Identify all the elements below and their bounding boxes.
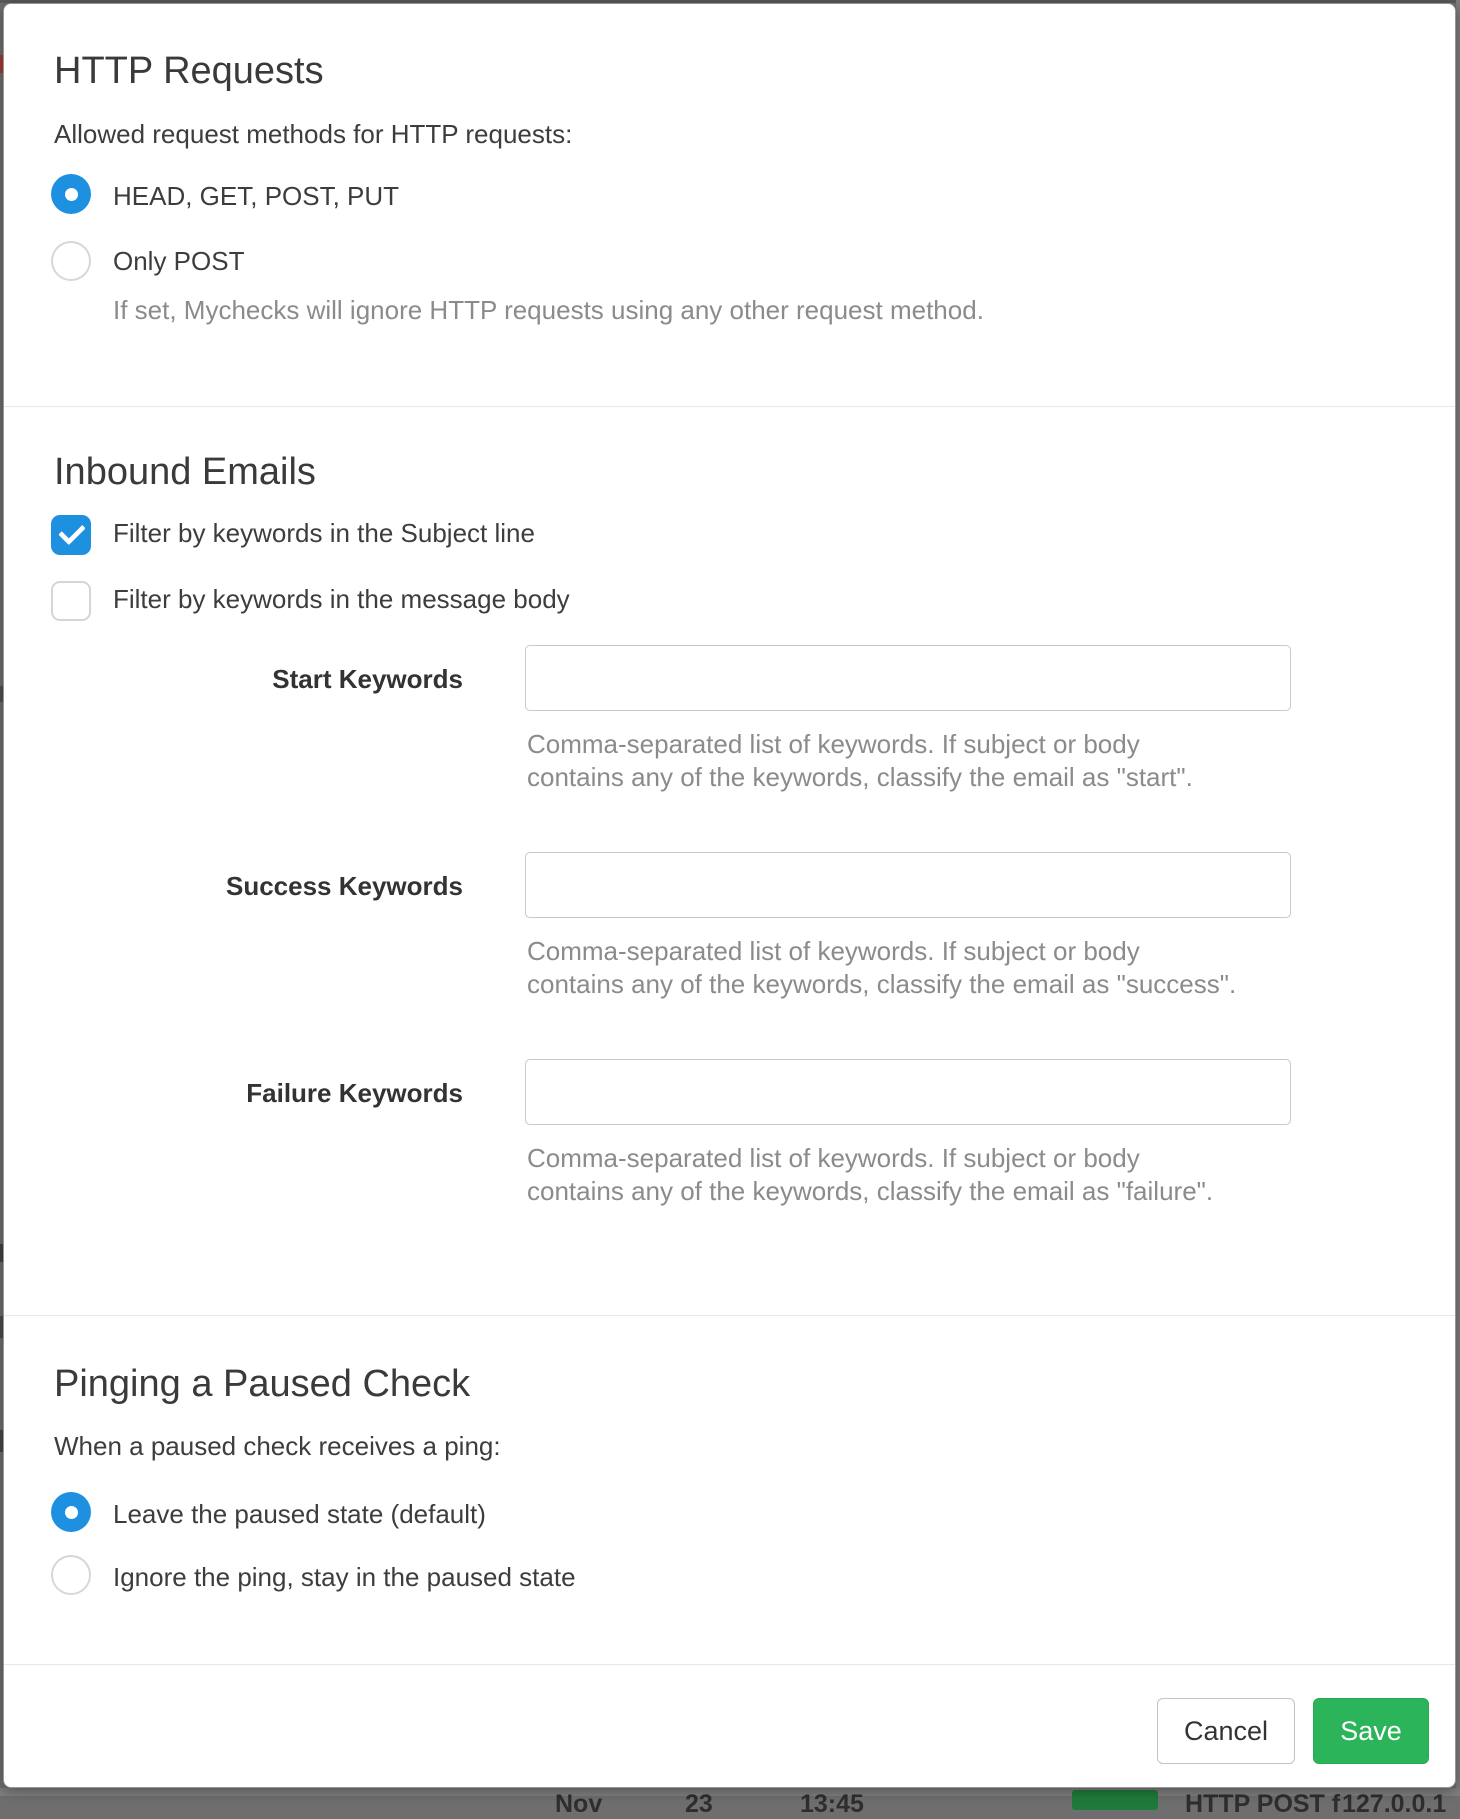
bg-row-text: 13:45 — [800, 1790, 864, 1818]
footer-divider — [4, 1664, 1455, 1665]
radio-leave-paused[interactable] — [51, 1492, 91, 1532]
failure-keywords-help-line1: Comma-separated list of keywords. If subject or body — [527, 1143, 1140, 1173]
section-divider — [4, 1315, 1455, 1316]
radio-methods-all[interactable] — [51, 174, 91, 214]
success-keywords-label: Success Keywords — [225, 871, 463, 901]
settings-dialog — [3, 3, 1456, 1788]
http-requests-intro: Allowed request methods for HTTP requests: — [54, 119, 573, 149]
cancel-button[interactable]: Cancel — [1157, 1698, 1295, 1764]
success-keywords-input[interactable] — [525, 852, 1291, 918]
start-keywords-label: Start Keywords — [272, 664, 463, 694]
pinging-paused-title: Pinging a Paused Check — [54, 1363, 471, 1405]
radio-methods-only-post-label[interactable]: Only POST — [113, 246, 245, 276]
pinging-paused-intro: When a paused check receives a ping: — [54, 1431, 501, 1461]
inbound-emails-title: Inbound Emails — [54, 451, 316, 493]
section-divider — [4, 406, 1455, 407]
failure-keywords-help-line2: contains any of the keywords, classify the email as "failure". — [527, 1176, 1214, 1206]
checkbox-filter-body[interactable] — [51, 581, 91, 621]
checkbox-filter-body-label[interactable]: Filter by keywords in the message body — [113, 584, 570, 614]
failure-keywords-input[interactable] — [525, 1059, 1291, 1125]
backdrop-right-edge — [1456, 0, 1460, 1796]
radio-methods-only-post[interactable] — [51, 241, 91, 281]
success-keywords-help-line2: contains any of the keywords, classify the email as "success". — [527, 969, 1237, 999]
bg-row-text: HTTP POST f — [1185, 1790, 1341, 1818]
radio-dot-icon — [65, 1506, 78, 1519]
start-keywords-help-line1: Comma-separated list of keywords. If subject or body — [527, 729, 1140, 759]
save-button[interactable]: Save — [1313, 1698, 1429, 1764]
start-keywords-help-line2: contains any of the keywords, classify the email as "start". — [527, 762, 1193, 792]
bg-status-badge — [1072, 1790, 1158, 1810]
http-requests-title: HTTP Requests — [54, 50, 324, 92]
radio-ignore-ping[interactable] — [51, 1555, 91, 1595]
start-keywords-input[interactable] — [525, 645, 1291, 711]
bg-row-text: 127.0.0.1 — [1342, 1790, 1447, 1818]
bg-row-text: 23 — [685, 1790, 713, 1818]
http-requests-help: If set, Mychecks will ignore HTTP requests using any other request method. — [113, 295, 984, 325]
failure-keywords-label: Failure Keywords — [246, 1078, 463, 1108]
checkbox-filter-subject[interactable] — [51, 515, 91, 555]
radio-methods-all-label[interactable]: HEAD, GET, POST, PUT — [113, 181, 400, 211]
radio-ignore-ping-label[interactable]: Ignore the ping, stay in the paused state — [113, 1562, 576, 1592]
checkbox-filter-subject-label[interactable]: Filter by keywords in the Subject line — [113, 518, 535, 548]
bg-row-text: Nov — [555, 1790, 603, 1818]
background-page-clipped-row — [0, 1788, 1460, 1818]
success-keywords-help-line1: Comma-separated list of keywords. If subject or body — [527, 936, 1140, 966]
checkmark-icon — [58, 518, 86, 546]
radio-leave-paused-label[interactable]: Leave the paused state (default) — [113, 1499, 486, 1529]
radio-dot-icon — [65, 188, 78, 201]
